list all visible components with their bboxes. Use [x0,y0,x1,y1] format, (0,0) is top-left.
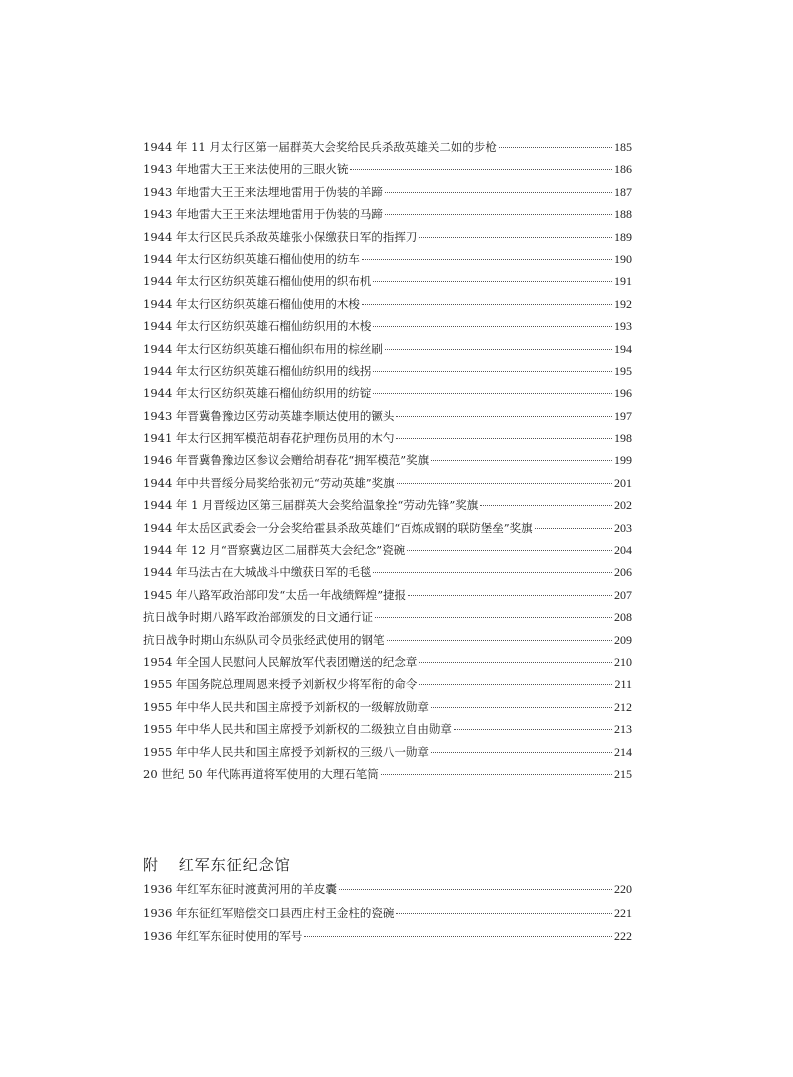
entry-title: 1944 年太行区纺织英雄石榴仙使用的木梭 [143,296,360,311]
toc-entry[interactable] [143,136,632,158]
dot-leader [362,259,612,260]
toc-entry[interactable] [143,517,632,539]
toc-entry[interactable] [143,925,632,949]
entry-page-number: 190 [614,251,632,266]
toc-entry[interactable] [143,878,632,902]
toc-entry[interactable] [143,718,632,740]
dot-leader [431,752,612,753]
entry-page-number: 215 [614,766,632,781]
entry-page-number: 192 [614,296,632,311]
entry-title: 1936 年红军东征时渡黄河用的羊皮囊 [143,882,337,896]
entry-title: 1955 年国务院总理周恩来授予刘新权少将军衔的命令 [143,677,418,692]
toc-entry[interactable] [143,741,632,763]
entry-title: 1944 年中共晋绥分局奖给张初元“劳动英雄”奖旗 [143,475,395,490]
dot-leader [431,707,612,708]
appendix-prefix: 附 [143,856,160,874]
entry-title: 1955 年中华人民共和国主席授予刘新权的二级独立自由勋章 [143,722,452,737]
entry-title: 1944 年太行区纺织英雄石榴仙纺织用的木梭 [143,319,372,334]
entry-title: 1944 年马法古在大城战斗中缴获日军的毛毯 [143,565,372,580]
entry-page-number: 210 [614,654,632,669]
entry-title: 1944 年太行区纺织英雄石榴仙纺织用的线拐 [143,363,372,378]
entry-title: 1954 年全国人民慰问人民解放军代表团赠送的纪念章 [143,654,418,669]
entry-page-number: 220 [614,882,632,896]
dot-leader [375,617,612,618]
dot-leader [499,147,612,148]
toc-entry[interactable] [143,338,632,360]
entry-title: 1943 年晋冀鲁豫边区劳动英雄李顺达使用的镢头 [143,408,395,423]
toc-entry[interactable] [143,539,632,561]
toc-entry[interactable] [143,696,632,718]
entry-title: 抗日战争时期山东纵队司令员张经武使用的钢笔 [143,632,385,647]
entry-title: 1943 年地雷大王王来法埋地雷用于伪装的羊蹄 [143,184,383,199]
toc-entry[interactable] [143,584,632,606]
entry-page-number: 194 [614,341,632,356]
entry-page-number: 208 [614,610,632,625]
entry-title: 20 世纪 50 年代陈再道将军使用的大理石笔筒 [143,766,379,781]
dot-leader [381,774,612,775]
entry-page-number: 195 [614,363,632,378]
dot-leader [396,438,612,439]
entry-title: 1945 年八路军政治部印发“太岳一年战绩辉煌”捷报 [143,587,407,602]
dot-leader [373,281,612,282]
toc-entry[interactable] [143,203,632,225]
entry-title: 1943 年地雷大王王来法使用的三眼火铳 [143,162,349,177]
toc-entry[interactable] [143,315,632,337]
toc-entry[interactable] [143,158,632,180]
entry-title: 1946 年晋冀鲁豫边区参议会赠给胡春花“拥军模范”奖旗 [143,453,430,468]
toc-entry[interactable] [143,606,632,628]
toc-entry[interactable] [143,248,632,270]
entry-title: 1944 年太岳区武委会一分会奖给霍县杀敌英雄们“百炼成钢的联防堡垒”奖旗 [143,520,533,535]
entry-title: 1955 年中华人民共和国主席授予刘新权的一级解放勋章 [143,699,429,714]
dot-leader [408,595,612,596]
dot-leader [419,684,612,685]
entry-page-number: 204 [614,543,632,558]
entry-page-number: 203 [614,520,632,535]
toc-entry[interactable] [143,629,632,651]
entry-title: 1944 年太行区纺织英雄石榴仙纺织用的纺锭 [143,386,372,401]
entry-page-number: 209 [614,632,632,647]
dot-leader [385,349,612,350]
entry-title: 1936 年红军东征时使用的军号 [143,929,303,943]
entry-title: 1944 年 11 月太行区第一届群英大会奖给民兵杀敌英雄关二如的步枪 [143,140,497,154]
dot-leader [373,326,612,327]
dot-leader [373,393,612,394]
toc-entry[interactable] [143,293,632,315]
dot-leader [407,550,612,551]
entry-title: 1943 年地雷大王王来法埋地雷用于伪装的马蹄 [143,207,383,222]
toc-entry[interactable] [143,494,632,516]
entry-title: 1944 年太行区纺织英雄石榴仙织布用的棕丝刷 [143,341,383,356]
entry-page-number: 211 [614,677,632,692]
entry-page-number: 196 [614,386,632,401]
toc-entry[interactable] [143,651,632,673]
appendix-title: 红军东征纪念馆 [178,856,291,874]
entry-page-number: 213 [614,722,632,737]
toc-entry[interactable] [143,561,632,583]
dot-leader [535,528,612,529]
dot-leader [396,913,612,914]
toc-entry[interactable] [143,270,632,292]
dot-leader [480,505,612,506]
dot-leader [419,662,612,663]
entry-page-number: 221 [614,905,632,920]
entry-title: 1944 年 1 月晋绥边区第三届群英大会奖给温象拴“劳动先锋”奖旗 [143,498,479,513]
dot-leader [385,214,612,215]
entry-title: 1944 年 12 月“晋察冀边区二届群英大会纪念”瓷碗 [143,543,406,558]
toc-entry[interactable] [143,405,632,427]
dot-leader [385,192,612,193]
entry-page-number: 193 [614,319,632,334]
appendix-toc-list [143,878,632,949]
entry-title: 1944 年太行区纺织英雄石榴仙使用的纺车 [143,251,360,266]
entry-page-number: 206 [614,565,632,580]
entry-page-number: 212 [614,699,632,714]
toc-entry[interactable] [143,181,632,203]
entry-title: 抗日战争时期八路军政治部颁发的日文通行证 [143,610,373,625]
entry-page-number: 201 [614,475,632,490]
dot-leader [454,729,612,730]
dot-leader [387,640,613,641]
toc-entry[interactable] [143,427,632,449]
entry-page-number: 191 [614,274,632,289]
entry-title: 1936 年东征红军赔偿交口县西庄村王金柱的瓷碗 [143,905,395,920]
entry-title: 1944 年太行区纺织英雄石榴仙使用的织布机 [143,274,372,289]
entry-page-number: 189 [614,229,632,244]
entry-page-number: 214 [614,744,632,759]
entry-title: 1944 年太行区民兵杀敌英雄张小保缴获日军的指挥刀 [143,229,418,244]
entry-title: 1941 年太行区拥军模范胡春花护理伤员用的木勺 [143,431,395,446]
toc-entry[interactable] [143,902,632,926]
appendix-heading [143,854,291,875]
dot-leader [397,483,612,484]
entry-page-number: 199 [614,453,632,468]
dot-leader [350,169,612,170]
entry-page-number: 187 [614,184,632,199]
entry-page-number: 202 [614,498,632,513]
dot-leader [362,304,612,305]
dot-leader [339,889,612,890]
entry-page-number: 186 [614,162,632,177]
dot-leader [373,572,612,573]
toc-entry[interactable] [143,472,632,494]
entry-page-number: 207 [614,587,632,602]
entry-page-number: 185 [614,140,632,154]
toc-entry[interactable] [143,449,632,471]
dot-leader [396,416,612,417]
dot-leader [419,237,612,238]
entry-page-number: 222 [614,929,632,943]
toc-entry[interactable] [143,226,632,248]
dot-leader [373,371,612,372]
dot-leader [431,460,612,461]
toc-entry[interactable] [143,673,632,695]
entry-title: 1955 年中华人民共和国主席授予刘新权的三级八一勋章 [143,744,429,759]
toc-entry[interactable] [143,360,632,382]
dot-leader [304,936,612,937]
toc-list [143,136,632,785]
toc-entry[interactable] [143,763,632,785]
entry-page-number: 198 [614,431,632,446]
toc-entry[interactable] [143,382,632,404]
entry-page-number: 188 [614,207,632,222]
entry-page-number: 197 [614,408,632,423]
